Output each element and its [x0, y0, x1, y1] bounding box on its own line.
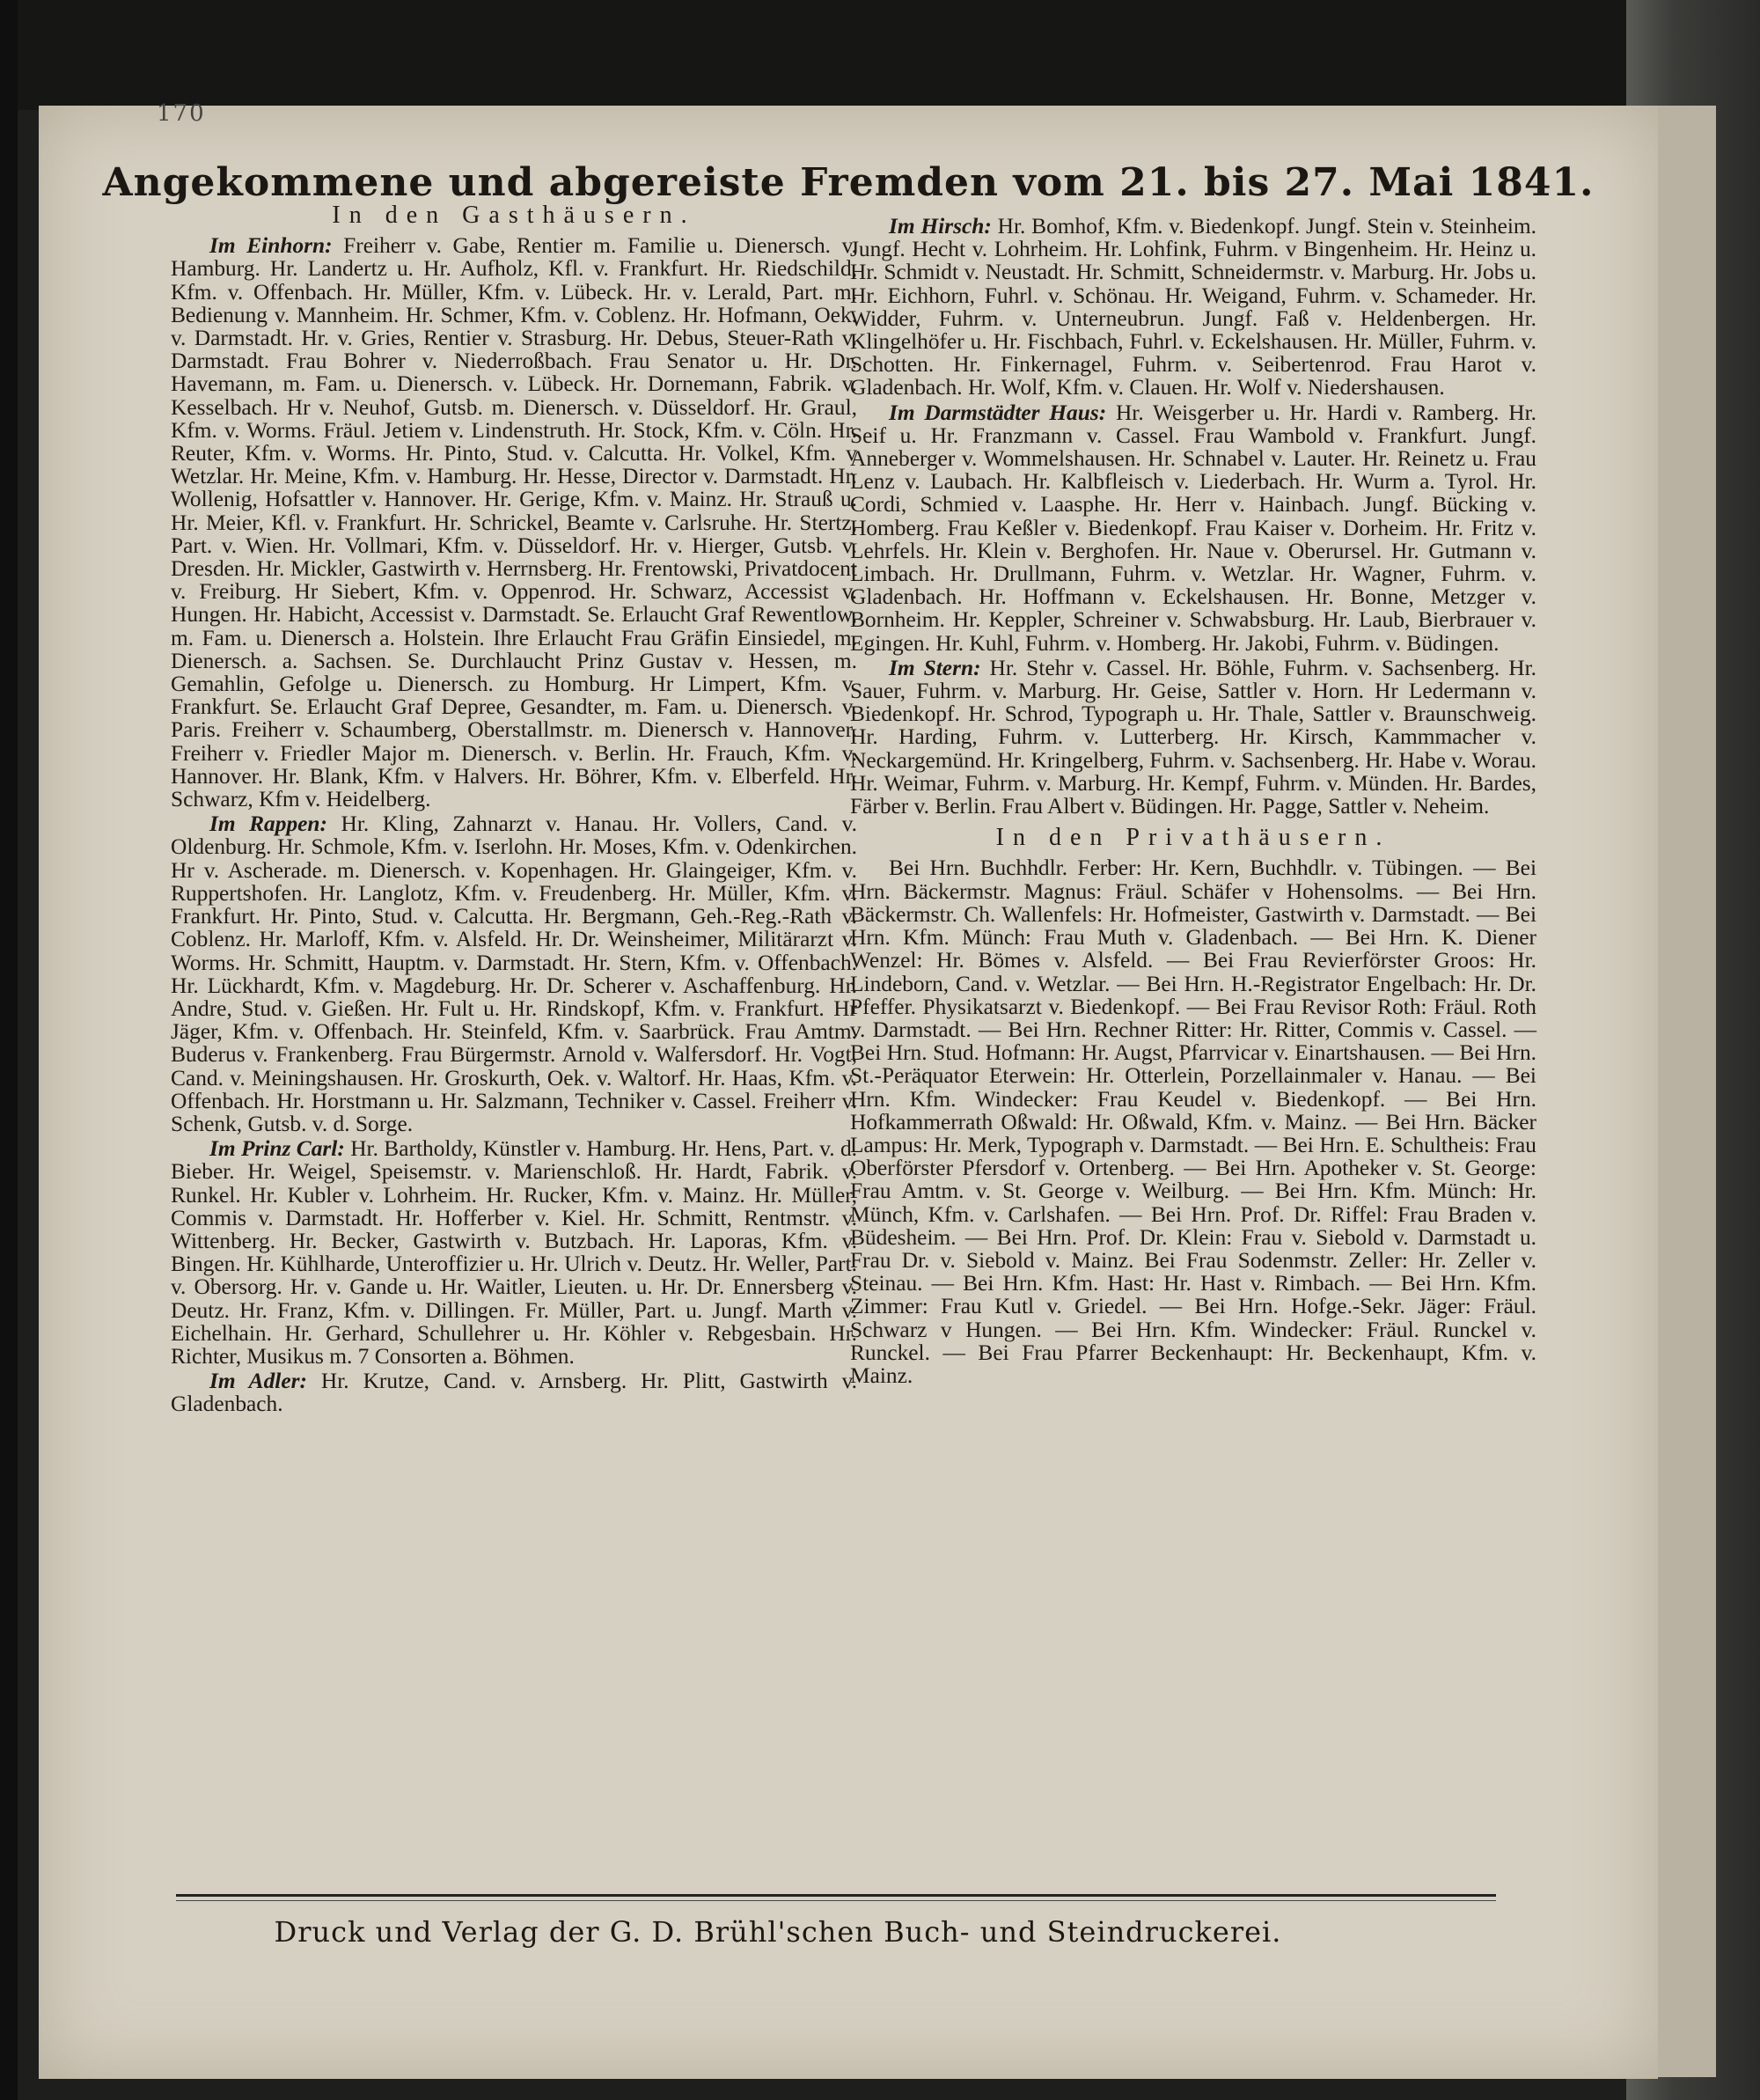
- inn-label-adler: Im Adler:: [209, 1369, 307, 1394]
- entry-darmstaedter-haus: [850, 401, 1536, 655]
- bottom-rule-thin: [176, 1900, 1496, 1901]
- inn-label-einhorn: Im Einhorn:: [209, 233, 333, 259]
- entry-text-hirsch: Hr. Bomhof, Kfm. v. Biedenkopf. Jungf. Stein v. Steinheim. Jungf. Hecht v. Lohrheim. Hr. Lohfink, Fuhrm. v Bingenheim. Hr. Heinz u. Hr. Schmidt v. Neustadt. Hr. Schmitt, Schneidermstr. v. Marburg. Hr. Jobs u. Hr. Eichhorn, Fuhrl. v. Schönau. Hr. Weigand, Fuhrm. v. Schameder. Hr. Widder, Fuhrm. v. Unterneubrun. Jungf. Faß v. Heldenbergen. Hr. Klingelhöfer u. Hr. Fischbach, Fuhrl. v. Eckelshausen. Hr. Müller, Fuhrm. v. Schotten. Hr. Finkernagel, Fuhrm. v. Seibertenrod. Frau Harot v. Gladenbach. Hr. Wolf, Kfm. v. Clauen. Hr. Wolf v. Niedershausen.: [850, 214, 1537, 400]
- next-page-edge: [1654, 106, 1716, 2077]
- inn-label-rappen: Im Rappen:: [209, 811, 327, 837]
- entry-text-stern: Hr. Stehr v. Cassel. Hr. Böhle, Fuhrm. v. Sachsenberg. Hr. Sauer, Fuhrm. v. Marburg. Hr. Geise, Sattler v. Horn. Hr Ledermann v. Biedenkopf. Hr. Schrod, Typograph u. Hr. Thale, Sattler v. Braunschweig. Hr. Harding, Fuhrm. v. Lutterberg. Hr. Kirsch, Kammmacher v. Neckargemünd. Hr. Kringelberg, Fuhrm. v. Sachsenberg. Hr. Habe v. Worau. Hr. Weimar, Fuhrm. v. Marburg. Hr. Kempf, Fuhrm. v. Münden. Hr. Bardes, Färber v. Berlin. Frau Albert v. Büdingen. Hr. Pagge, Sattler v. Neheim.: [850, 655, 1536, 819]
- bottom-rule: [176, 1894, 1496, 1897]
- newspaper-page: [39, 100, 1658, 2079]
- inn-label-darmstaedter-haus: Im Darmstädter Haus:: [889, 400, 1107, 425]
- right-column: [850, 215, 1536, 1389]
- inn-label-stern: Im Stern:: [889, 655, 981, 680]
- entry-einhorn: [171, 234, 857, 811]
- entry-rappen: [171, 812, 857, 1135]
- section-heading-gasthaeuser: In den Gasthäusern.: [332, 202, 696, 229]
- entry-text-rappen: Hr. Kling, Zahnarzt v. Hanau. Hr. Vollers, Cand. v. Oldenburg. Hr. Schmole, Kfm. v. Iserlohn. Hr. Moses, Kfm. v. Odenkirchen. Hr v. Ascherade. m. Dienersch. v. Kopenhagen. Hr. Glaingeiger, Kfm. v. Ruppertshofen. Hr. Langlotz, Kfm. v. Freudenberg. Hr. Müller, Kfm. v. Frankfurt. Hr. Pinto, Stud. v. Calcutta. Hr. Bergmann, Geh.-Reg.-Rath v. Coblenz. Hr. Marloff, Kfm. v. Alsfeld. Hr. Dr. Weinsheimer, Militärarzt v. Worms. Hr. Schmitt, Hauptm. v. Darmstadt. Hr. Stern, Kfm. v. Offenbach. Hr. Lückhardt, Kfm. v. Magdeburg. Hr. Dr. Scherer v. Aschaffenburg. Hr. Andre, Stud. v. Gießen. Hr. Fult u. Hr. Rindskopf, Kfm. v. Frankfurt. Hr Jäger, Kfm. v. Offenbach. Hr. Steinfeld, Kfm. v. Saarbrück. Frau Amtm. Buderus v. Frankenberg. Frau Bürgermstr. Arnold v. Walfersdorf. Hr. Vogt, Cand. v. Meiningshausen. Hr. Groskurth, Oek. v. Waltorf. Hr. Haas, Kfm. v. Offenbach. Hr. Horstmann u. Hr. Salzmann, Techniker v. Cassel. Freiherr v. Schenk, Gutsb. v. d. Sorge.: [171, 811, 857, 1136]
- entry-text-prinz-carl: Hr. Bartholdy, Künstler v. Hamburg. Hr. Hens, Part. v. d. Bieber. Hr. Weigel, Speisemstr. v. Marienschloß. Hr. Hardt, Fabrik. v. Runkel. Hr. Kubler v. Lohrheim. Hr. Rucker, Kfm. v. Mainz. Hr. Müller, Commis v. Darmstadt. Hr. Hofferber v. Kiel. Hr. Schmitt, Rentmstr. v. Wittenberg. Hr. Becker, Gastwirth v. Butzbach. Hr. Laporas, Kfm. v. Bingen. Hr. Kühlharde, Unteroffizier u. Hr. Ulrich v. Deutz. Hr. Weller, Part. v. Obersorg. Hr. v. Gande u. Hr. Waitler, Lieuten. u. Hr. Dr. Ennersberg v. Deutz. Hr. Franz, Kfm. v. Dillingen. Fr. Müller, Part. u. Jungf. Marth v. Eichelhain. Hr. Gerhard, Schullehrer u. Hr. Köhler v. Rebgesbain. Hr. Richter, Musikus m. 7 Consorten a. Böhmen.: [171, 1136, 858, 1369]
- entry-hirsch: [850, 215, 1536, 400]
- scan-background-left: [0, 0, 18, 2100]
- imprint-line: Druck und Verlag der G. D. Brühl'schen Buch- und Steindruckerei.: [274, 1915, 1282, 1949]
- entry-adler: [171, 1369, 857, 1415]
- page-number: 170: [157, 100, 206, 127]
- page-title: Angekommene und abgereiste Fremden vom 21. bis 27. Mai 1841.: [102, 160, 1595, 205]
- inn-label-prinz-carl: Im Prinz Carl:: [209, 1136, 345, 1162]
- section-heading-privathaeuser: In den Privathäusern.: [995, 824, 1391, 852]
- scan-background-top: [0, 0, 1760, 110]
- entry-text-adler: Hr. Krutze, Cand. v. Arnsberg. Hr. Plitt, Gastwirth v. Gladenbach.: [171, 1369, 857, 1417]
- entry-text-einhorn: Freiherr v. Gabe, Rentier m. Familie u. Dienersch. v. Hamburg. Hr. Landertz u. Hr. Aufholz, Kfl. v. Frankfurt. Hr. Riedschild, Kfm. v. Offenbach. Hr. Müller, Kfm. v. Lübeck. Hr. v. Lerald, Part. m. Bedienung v. Mannheim. Hr. Schmer, Kfm. v. Coblenz. Hr. Hofmann, Oek. v. Darmstadt. Hr. v. Gries, Rentier v. Strasburg. Hr. Debus, Steuer-Rath v. Darmstadt. Frau Bohrer v. Niederroßbach. Frau Senator u. Hr. Dr. Havemann, m. Fam. u. Dienersch. v. Lübeck. Hr. Dornemann, Fabrik. v. Kesselbach. Hr v. Neuhof, Gutsb. m. Dienersch. v. Düsseldorf. Hr. Graul, Kfm. v. Worms. Fräul. Jetiem v. Lindenstruth. Hr. Stock, Kfm. v. Cöln. Hr. Reuter, Kfm. v. Worms. Hr. Pinto, Stud. v. Calcutta. Hr. Volkel, Kfm. v Wetzlar. Hr. Meine, Kfm. v. Hamburg. Hr. Hesse, Director v. Darmstadt. Hr. Wollenig, Hofsattler v. Hannover. Hr. Gerige, Kfm. v. Mainz. Hr. Strauß u. Hr. Meier, Kfl. v. Frankfurt. Hr. Schrickel, Beamte v. Carlsruhe. Hr. Stertz, Part. v. Wien. Hr. Vollmari, Kfm. v. Düsseldorf. Hr. v. Hierger, Gutsb. v. Dresden. Hr. Mickler, Gastwirth v. Herrnsberg. Hr. Frentowski, Privatdocent v. Freiburg. Hr Siebert, Kfm. v. Oppenrod. Hr. Schwarz, Accessist v. Hungen. Hr. Habicht, Accessist v. Darmstadt. Se. Erlaucht Graf Rewentlow, m. Fam. u. Dienersch a. Holstein. Ihre Erlaucht Frau Gräfin Einsiedel, m. Dienersch. a. Sachsen. Se. Durchlaucht Prinz Gustav v. Hessen, m. Gemahlin, Gefolge u. Dienersch. zu Homburg. Hr Limpert, Kfm. v. Frankfurt. Se. Erlaucht Graf Depree, Gesandter, m. Fam. u. Dienersch. v. Paris. Freiherr v. Schaumberg, Oberstallmstr. m. Dienersch v. Hannover. Freiherr v. Friedler Major m. Dienersch. v. Berlin. Hr. Frauch, Kfm. v. Hannover. Hr. Blank, Kfm. v Halvers. Hr. Böhrer, Kfm. v. Elberfeld. Hr. Schwarz, Kfm v. Heidelberg.: [171, 233, 857, 812]
- entry-privathaeuser: Bei Hrn. Buchhdlr. Ferber: Hr. Kern, Buchhdlr. v. Tübingen. — Bei Hrn. Bäckermstr. Magnus: Fräul. Schäfer v Hohensolms. — Bei Hrn. Bäckermstr. Ch. Wallenfels: Hr. Hofmeister, Gastwirth v. Darmstadt. — Bei Hrn. Kfm. Münch: Frau Muth v. Gladenbach. — Bei Hrn. K. Diener Wenzel: Hr. Bömes v. Alsfeld. — Bei Frau Revierförster Groos: Hr. Lindeborn, Cand. v. Wetzlar. — Bei Hrn. H.-Registrator Engelbach: Hr. Dr. Pfeffer. Physikatsarzt v. Biedenkopf. — Bei Frau Revisor Roth: Fräul. Roth v. Darmstadt. — Bei Hrn. Rechner Ritter: Hr. Ritter, Commis v. Cassel. — Bei Hrn. Stud. Hofmann: Hr. Augst, Pfarrvicar v. Einartshausen. — Bei Hrn. St.-Peräquator Eterwein: Hr. Otterlein, Porzellainmaler v. Hanau. — Bei Hrn. Kfm. Windecker: Frau Keudel v. Biedenkopf. — Bei Hrn. Hofkammerrath Oßwald: Hr. Oßwald, Kfm. v. Mainz. — Bei Hrn. Bäcker Lampus: Hr. Merk, Typograph v. Darmstadt. — Bei Hrn. E. Schultheis: Frau Oberförster Pfersdorf v. Ortenberg. — Bei Hrn. Apotheker v. St. George: Frau Amtm. v. St. George v. Weilburg. — Bei Hrn. Kfm. Münch: Hr. Münch, Kfm. v. Carlshafen. — Bei Hrn. Prof. Dr. Riffel: Frau Braden v. Büdesheim. — Bei Hrn. Prof. Dr. Klein: Frau v. Siebold v. Darmstadt u. Frau Dr. v. Siebold v. Mainz. Bei Frau Sodenmstr. Zeller: Hr. Zeller v. Steinau. — Bei Hrn. Kfm. Hast: Hr. Hast v. Rimbach. — Bei Hrn. Kfm. Zimmer: Frau Kutl v. Griedel. — Bei Hrn. Hofge.-Sekr. Jäger: Fräul. Schwarz v Hungen. — Bei Hrn. Kfm. Windecker: Fräul. Runckel v. Runckel. — Bei Frau Pfarrer Beckenhaupt: Hr. Beckenhaupt, Kfm. v. Mainz.: [850, 855, 1536, 1388]
- entry-stern: [850, 657, 1536, 818]
- left-column: [171, 204, 857, 1418]
- inn-label-hirsch: Im Hirsch:: [889, 214, 992, 239]
- entry-text-darmstaedter-haus: Hr. Weisgerber u. Hr. Hardi v. Ramberg. Hr. Seif u. Hr. Franzmann v. Cassel. Frau Wambold v. Frankfurt. Jungf. Anneberger v. Wommelshausen. Hr. Schnabel v. Lauter. Hr. Reinetz u. Frau Lenz v. Laubach. Hr. Kalbfleisch v. Liederbach. Hr. Wurm a. Tyrol. Hr. Cordi, Schmied v. Laasphe. Hr. Herr v. Hainbach. Jungf. Bücking v. Homberg. Frau Keßler v. Biedenkopf. Frau Kaiser v. Dorheim. Hr. Fritz v. Lehrfels. Hr. Klein v. Berghofen. Hr. Naue v. Oberursel. Hr. Gutmann v. Limbach. Hr. Drullmann, Fuhrm. v. Wetzlar. Hr. Wagner, Fuhrm. v. Gladenbach. Hr. Hoffmann v. Eckelshausen. Hr. Bonne, Metzger v. Bornheim. Hr. Keppler, Schreiner v. Schwabsburg. Hr. Laub, Bierbrauer v. Egingen. Hr. Kuhl, Fuhrm. v. Homberg. Hr. Jakobi, Fuhrm. v. Büdingen.: [850, 400, 1536, 656]
- entry-prinz-carl: [171, 1137, 857, 1368]
